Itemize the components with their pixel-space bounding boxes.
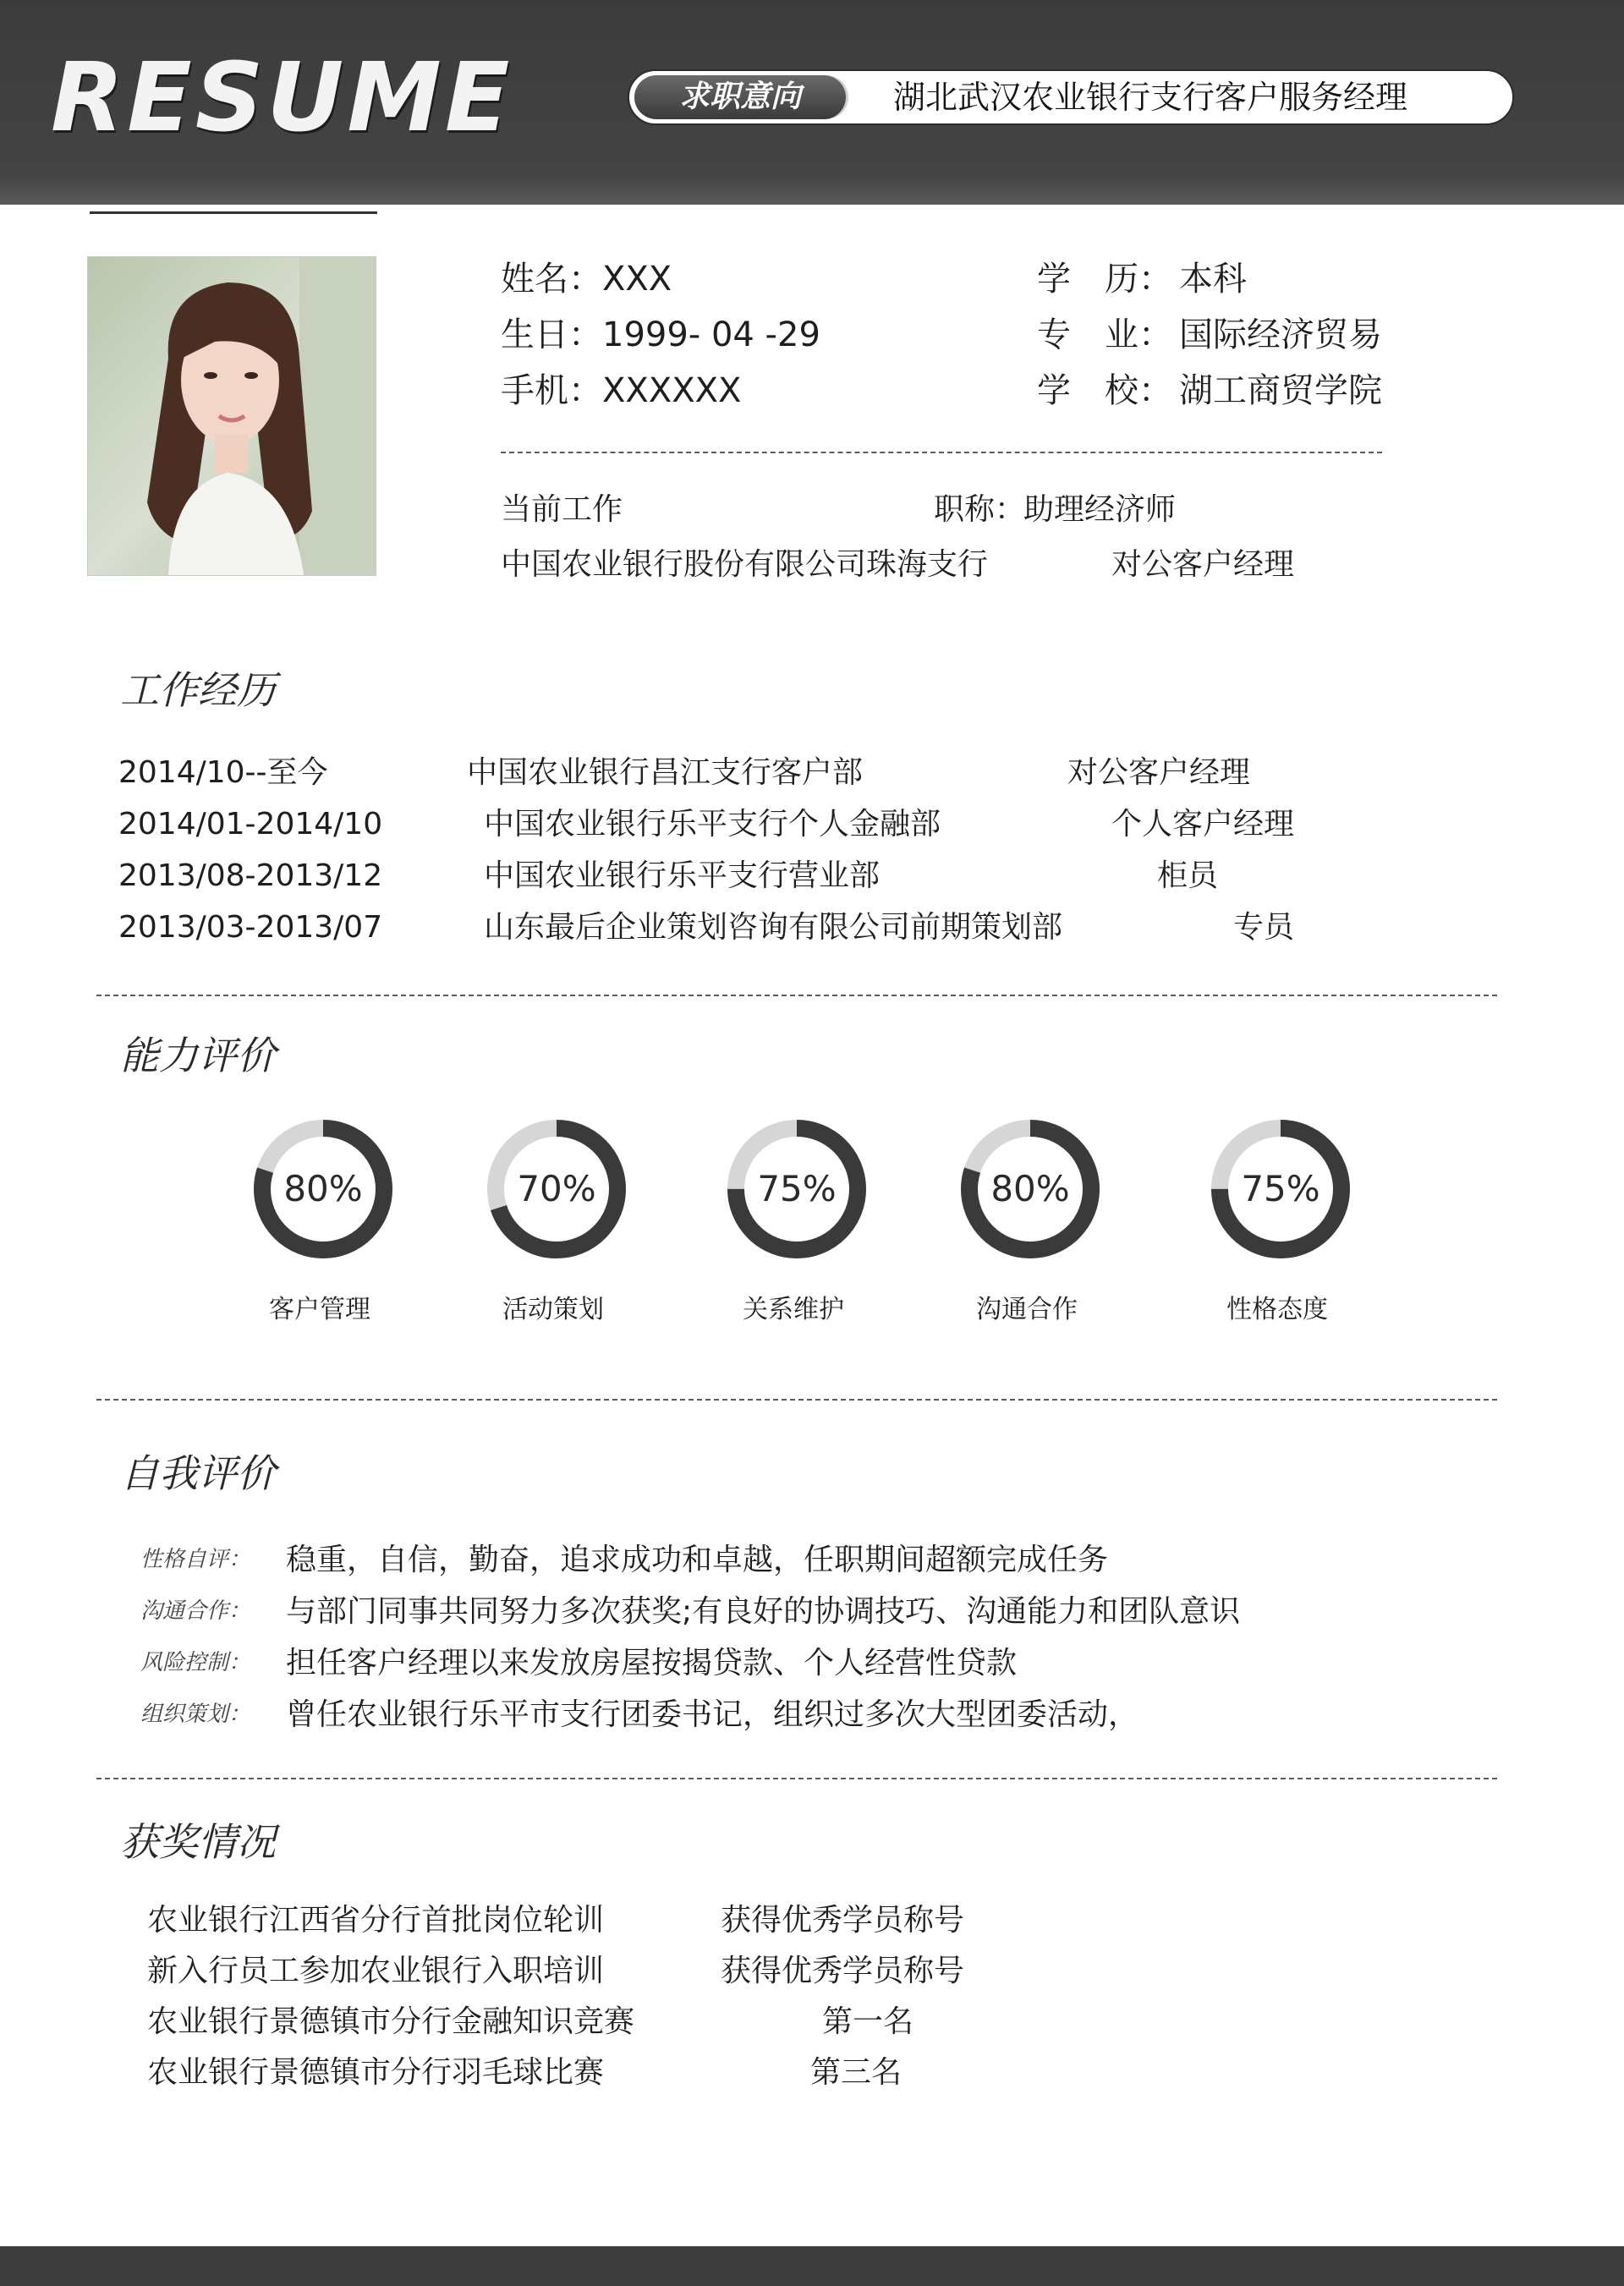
job-intent-badge: 求职意向 bbox=[634, 75, 846, 119]
self-eval-text: 稳重，自信，勤奋，追求成功和卓越，任职期间超额完成任务 bbox=[286, 1543, 1109, 1577]
self-eval-text: 与部门同事共同努力多次获奖;有良好的协调技巧、沟通能力和团队意识 bbox=[286, 1594, 1241, 1629]
current-company: 中国农业银行股份有限公司珠海支行 bbox=[501, 547, 989, 582]
current-position: 对公客户经理 bbox=[1111, 547, 1295, 582]
section-divider bbox=[96, 1399, 1497, 1401]
job-intent-bar bbox=[628, 69, 1514, 125]
section-title-work: 工作经历 bbox=[120, 667, 276, 713]
award-result: 获得优秀学员称号 bbox=[721, 1954, 965, 1988]
work-role: 个人客户经理 bbox=[1111, 807, 1295, 841]
award-event: 农业银行江西省分行首批岗位轮训 bbox=[147, 1903, 605, 1938]
name-field: 姓名：XXX bbox=[501, 260, 672, 299]
profile-photo bbox=[87, 256, 376, 576]
award-result: 第三名 bbox=[810, 2055, 903, 2090]
job-intent-value: 湖北武汉农业银行支行客户服务经理 bbox=[893, 79, 1408, 116]
self-eval-label: 组织策划： bbox=[140, 1702, 251, 1727]
birthday-field: 生日：1999- 04 -29 bbox=[501, 315, 820, 354]
skill-ring bbox=[249, 1115, 398, 1264]
award-event: 农业银行景德镇市分行羽毛球比赛 bbox=[147, 2055, 605, 2090]
work-period: 2014/10--至今 bbox=[118, 755, 328, 790]
phone-field: 手机：XXXXXX bbox=[501, 371, 742, 410]
skill-percent: 70% bbox=[517, 1168, 596, 1209]
award-result: 第一名 bbox=[822, 2004, 914, 2039]
work-period: 2013/03-2013/07 bbox=[118, 910, 383, 945]
major-value: 国际经济贸易 bbox=[1179, 315, 1382, 354]
skill-ring bbox=[482, 1115, 631, 1264]
self-eval-label: 沟通合作： bbox=[140, 1598, 251, 1624]
skill-ring bbox=[956, 1115, 1105, 1264]
skill-label: 沟通合作 bbox=[976, 1295, 1078, 1324]
skill-label: 性格态度 bbox=[1226, 1295, 1328, 1324]
title-value: 助理经济师 bbox=[1023, 492, 1177, 527]
work-org: 中国农业银行乐平支行个人金融部 bbox=[484, 807, 941, 841]
self-eval-text: 担任客户经理以来发放房屋按揭贷款、个人经营性贷款 bbox=[286, 1646, 1018, 1680]
skill-label: 活动策划 bbox=[502, 1295, 604, 1324]
skill-label: 客户管理 bbox=[269, 1295, 370, 1324]
header-bar bbox=[0, 0, 1624, 205]
skill-percent: 75% bbox=[1241, 1168, 1320, 1209]
resume-logo: RESUME bbox=[51, 43, 513, 153]
work-period: 2014/01-2014/10 bbox=[118, 807, 383, 841]
skill-ring bbox=[1206, 1115, 1355, 1264]
footer-bar bbox=[0, 2246, 1624, 2286]
current-job-label: 当前工作 bbox=[501, 492, 623, 527]
school-value: 湖工商贸学院 bbox=[1179, 371, 1382, 410]
work-role: 柜员 bbox=[1157, 858, 1219, 893]
skill-label: 关系维护 bbox=[743, 1295, 844, 1324]
school-label: 学 校： bbox=[1037, 371, 1172, 410]
work-org: 山东最后企业策划咨询有限公司前期策划部 bbox=[484, 910, 1063, 945]
title-label: 职称： bbox=[934, 492, 1026, 527]
major-label: 专 业： bbox=[1037, 315, 1172, 354]
section-divider bbox=[96, 995, 1497, 996]
section-title-self: 自我评价 bbox=[120, 1450, 276, 1496]
self-eval-label: 风险控制： bbox=[140, 1650, 251, 1675]
section-title-ability: 能力评价 bbox=[120, 1033, 276, 1078]
profile-divider bbox=[501, 452, 1382, 453]
work-org: 中国农业银行昌江支行客户部 bbox=[467, 755, 864, 790]
skill-percent: 75% bbox=[757, 1168, 837, 1209]
education-label: 学 历： bbox=[1037, 260, 1172, 299]
work-period: 2013/08-2013/12 bbox=[118, 858, 383, 893]
skill-percent: 80% bbox=[283, 1168, 363, 1209]
award-event: 农业银行景德镇市分行金融知识竞赛 bbox=[147, 2004, 635, 2039]
education-value: 本科 bbox=[1179, 260, 1247, 299]
self-eval-label: 性格自评： bbox=[140, 1547, 251, 1572]
work-role: 专员 bbox=[1233, 910, 1295, 945]
skill-percent: 80% bbox=[990, 1168, 1070, 1209]
section-title-awards: 获奖情况 bbox=[120, 1819, 276, 1865]
section-divider bbox=[96, 1778, 1497, 1779]
header-underline bbox=[90, 211, 377, 214]
award-result: 获得优秀学员称号 bbox=[721, 1903, 965, 1938]
self-eval-text: 曾任农业银行乐平市支行团委书记，组织过多次大型团委活动， bbox=[286, 1697, 1139, 1732]
work-org: 中国农业银行乐平支行营业部 bbox=[484, 858, 881, 893]
skill-ring bbox=[722, 1115, 871, 1264]
award-event: 新入行员工参加农业银行入职培训 bbox=[147, 1954, 605, 1988]
work-role: 对公客户经理 bbox=[1067, 755, 1251, 790]
